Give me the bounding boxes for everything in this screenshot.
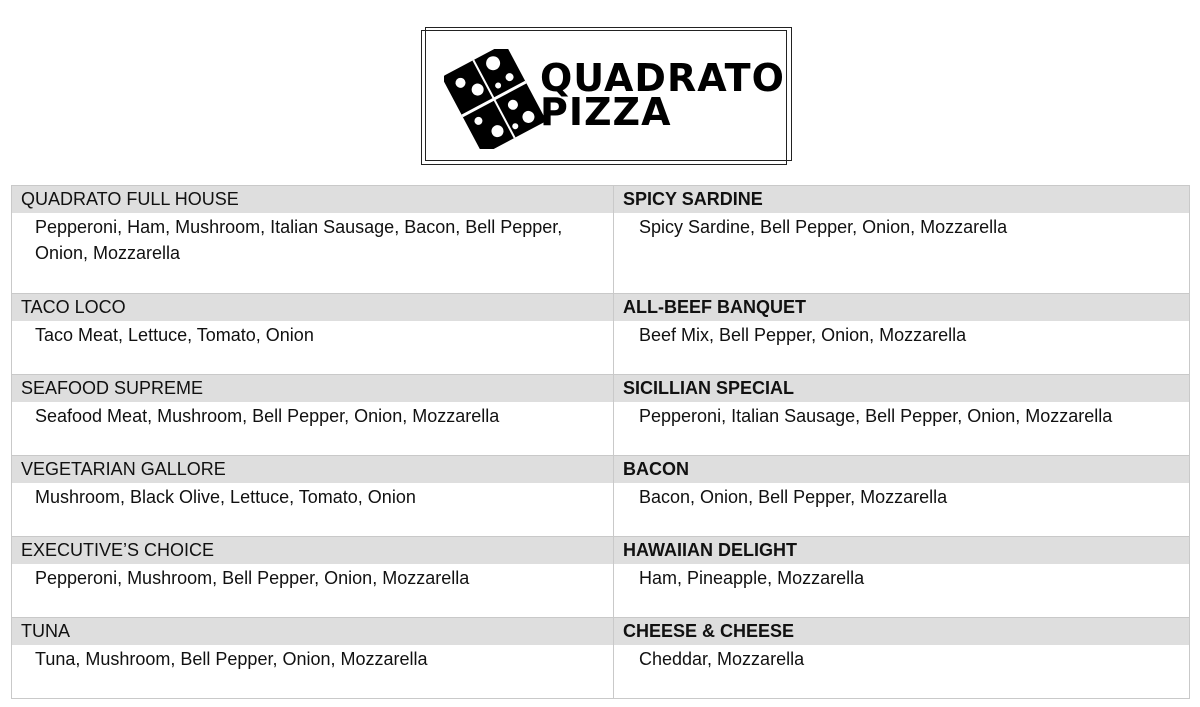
menu-ingredients-row bbox=[12, 213, 1190, 294]
menu-ingredients-row bbox=[12, 402, 1190, 456]
pizza-ingredients: Pepperoni, Mushroom, Bell Pepper, Onion, Mozzarella bbox=[12, 564, 614, 618]
pizza-name: SEAFOOD SUPREME bbox=[12, 375, 614, 403]
menu-name-row bbox=[12, 294, 1190, 322]
pizza-ingredients: Pepperoni, Ham, Mushroom, Italian Sausage, Bacon, Bell Pepper, Onion, Mozzarella bbox=[12, 213, 614, 294]
pizza-name: TUNA bbox=[12, 618, 614, 646]
menu-name-row bbox=[12, 537, 1190, 565]
pizza-ingredients: Ham, Pineapple, Mozzarella bbox=[614, 564, 1190, 618]
logo-frame bbox=[421, 30, 787, 165]
menu-ingredients-row bbox=[12, 321, 1190, 375]
pizza-name: TACO LOCO bbox=[12, 294, 614, 322]
logo-line-1: QUADRATO bbox=[540, 56, 785, 100]
pizza-ingredients: Tuna, Mushroom, Bell Pepper, Onion, Mozzarella bbox=[12, 645, 614, 699]
pizza-ingredients: Spicy Sardine, Bell Pepper, Onion, Mozzarella bbox=[614, 213, 1190, 294]
menu-name-row bbox=[12, 375, 1190, 403]
pizza-ingredients: Cheddar, Mozzarella bbox=[614, 645, 1190, 699]
pizza-ingredients: Mushroom, Black Olive, Lettuce, Tomato, Onion bbox=[12, 483, 614, 537]
pizza-name: BACON bbox=[614, 456, 1190, 484]
menu-ingredients-row bbox=[12, 564, 1190, 618]
menu-name-row bbox=[12, 456, 1190, 484]
pizza-ingredients: Seafood Meat, Mushroom, Bell Pepper, Onion, Mozzarella bbox=[12, 402, 614, 456]
pizza-name: QUADRATO FULL HOUSE bbox=[12, 186, 614, 214]
menu-name-row bbox=[12, 186, 1190, 214]
pizza-name: VEGETARIAN GALLORE bbox=[12, 456, 614, 484]
pizza-ingredients: Taco Meat, Lettuce, Tomato, Onion bbox=[12, 321, 614, 375]
menu-ingredients-row bbox=[12, 483, 1190, 537]
pizza-name: HAWAIIAN DELIGHT bbox=[614, 537, 1190, 565]
pizza-name: SICILLIAN SPECIAL bbox=[614, 375, 1190, 403]
pizza-ingredients: Bacon, Onion, Bell Pepper, Mozzarella bbox=[614, 483, 1190, 537]
pizza-ingredients: Pepperoni, Italian Sausage, Bell Pepper, Onion, Mozzarella bbox=[614, 402, 1190, 456]
pizza-name: EXECUTIVE’S CHOICE bbox=[12, 537, 614, 565]
pizza-ingredients: Beef Mix, Bell Pepper, Onion, Mozzarella bbox=[614, 321, 1190, 375]
logo-line-2: PIZZA bbox=[540, 90, 672, 134]
pizza-name: SPICY SARDINE bbox=[614, 186, 1190, 214]
pizza-name: CHEESE & CHEESE bbox=[614, 618, 1190, 646]
logo bbox=[422, 31, 786, 164]
menu-ingredients-row bbox=[12, 645, 1190, 699]
pizza-name: ALL-BEEF BANQUET bbox=[614, 294, 1190, 322]
domino-pizza-icon bbox=[444, 49, 544, 149]
menu-name-row bbox=[12, 618, 1190, 646]
pizza-menu-table bbox=[11, 185, 1190, 699]
logo-wordmark bbox=[540, 56, 785, 134]
